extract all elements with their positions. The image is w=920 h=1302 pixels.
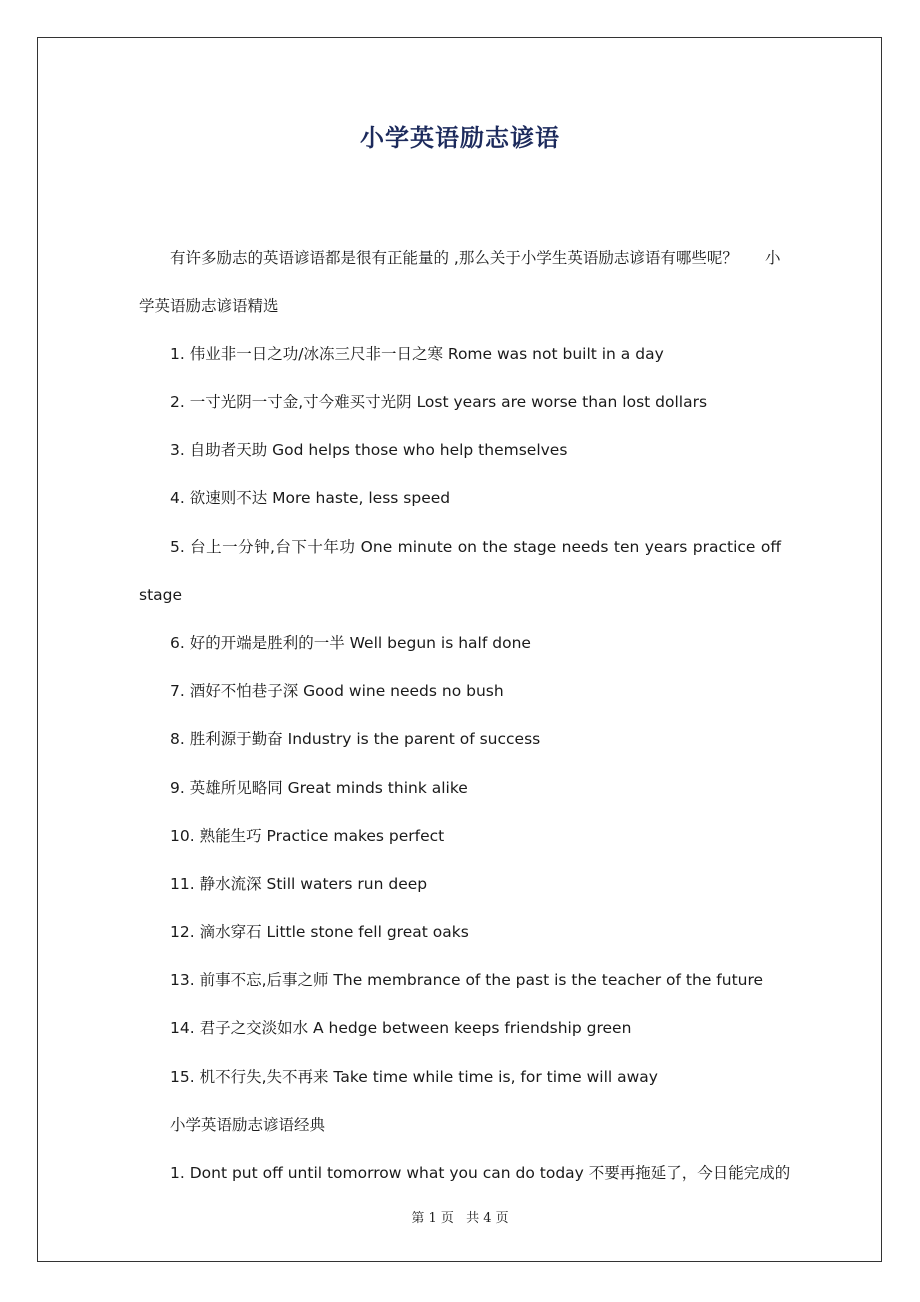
proverb-item: 12. 滴水穿石 Little stone fell great oaks xyxy=(170,923,469,941)
page-total: 共 4 页 xyxy=(466,1211,509,1226)
proverb-item: 10. 熟能生巧 Practice makes perfect xyxy=(170,827,445,845)
section-heading: 小学英语励志谚语经典 xyxy=(170,1116,326,1134)
intro-line-1-tail: 小 xyxy=(765,249,781,267)
intro-line-1: 有许多励志的英语谚语都是很有正能量的 ,那么关于小学生英语励志谚语有哪些呢？ xyxy=(170,249,738,267)
document-title: 小学英语励志谚语 xyxy=(360,124,560,152)
proverb-item-continuation: stage xyxy=(139,586,183,604)
page-footer xyxy=(0,1207,920,1226)
proverb-item: 15. 机不行失,失不再来 Take time while time is, for time will away xyxy=(170,1068,658,1086)
proverb-item: 13. 前事不忘,后事之师 The membrance of the past is the teacher of the future xyxy=(170,971,764,989)
proverb-item: 14. 君子之交淡如水 A hedge between keeps friendship green xyxy=(170,1019,632,1037)
section2-item: 1. Dont put off until tomorrow what you can do today 不要再拖延了，今日能完成的 xyxy=(170,1164,791,1182)
proverb-item: 2. 一寸光阴一寸金,寸今难买寸光阴 Lost years are worse than lost dollars xyxy=(170,393,708,411)
intro-line-2: 学英语励志谚语精选 xyxy=(139,297,279,315)
proverb-item: 1. 伟业非一日之功/冰冻三尺非一日之寒 Rome was not built in a day xyxy=(170,345,664,363)
page-number: 第 1 页 xyxy=(411,1211,454,1226)
proverb-item: 11. 静水流深 Still waters run deep xyxy=(170,875,428,893)
proverb-item: 9. 英雄所见略同 Great minds think alike xyxy=(170,779,468,797)
proverb-item: 5. 台上一分钟,台下十年功 One minute on the stage needs ten years practice off xyxy=(170,538,781,556)
proverb-item: 7. 酒好不怕巷子深 Good wine needs no bush xyxy=(170,682,504,700)
proverb-item: 8. 胜利源于勤奋 Industry is the parent of success xyxy=(170,730,541,748)
proverb-item: 6. 好的开端是胜利的一半 Well begun is half done xyxy=(170,634,531,652)
proverb-item: 4. 欲速则不达 More haste, less speed xyxy=(170,489,451,507)
proverb-item: 3. 自助者天助 God helps those who help themselves xyxy=(170,441,568,459)
